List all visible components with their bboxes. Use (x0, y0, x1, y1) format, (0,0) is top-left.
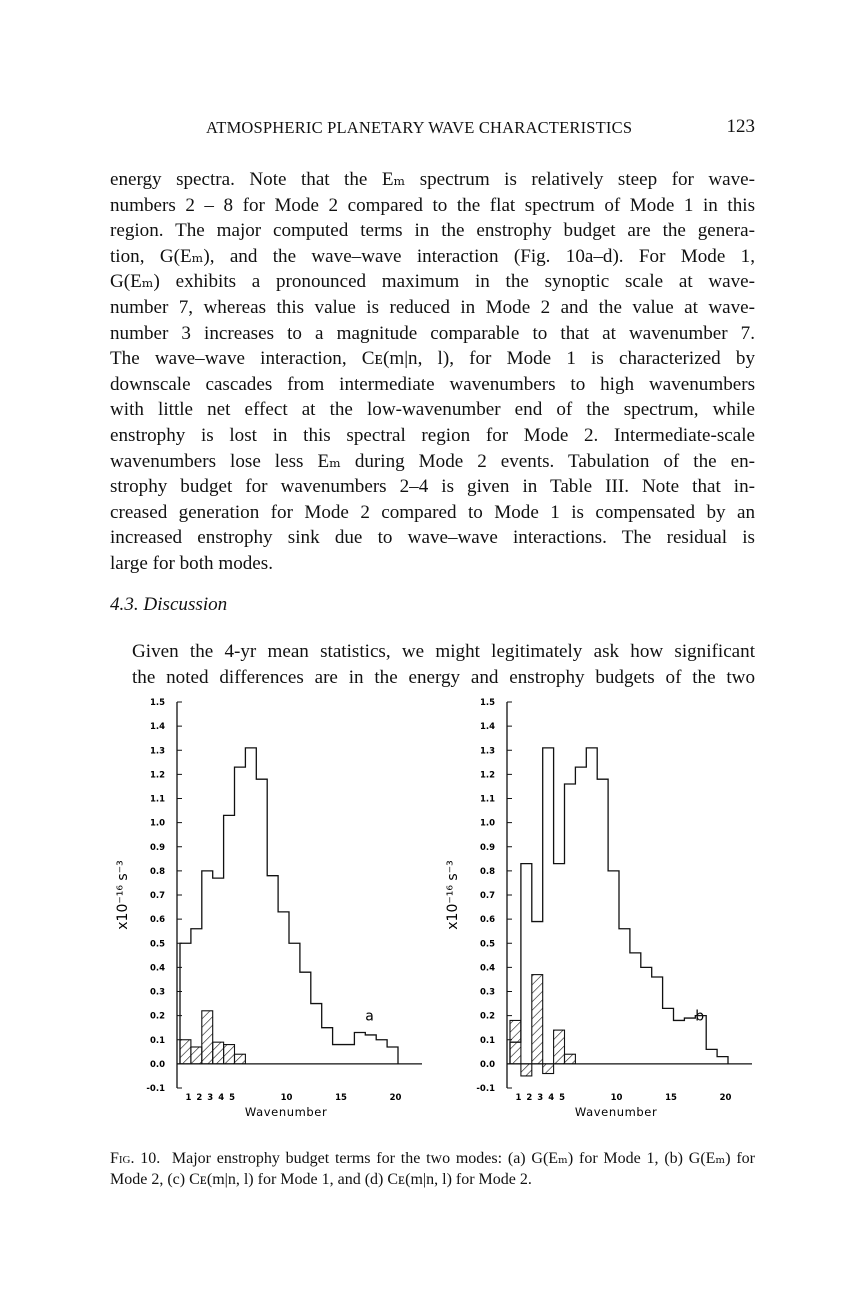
step-bar (608, 871, 619, 1064)
y-axis-label: x10⁻¹⁶ s⁻³ (115, 860, 131, 930)
x-tick-label: 15 (335, 1093, 347, 1103)
paragraph1-line: number 3 increases to a magnitude comparable to that at wavenumber 7. (110, 322, 755, 344)
x-tick-label: 1 (515, 1093, 522, 1103)
y-tick-label: 0.7 (149, 891, 165, 901)
y-tick-label: 0.3 (149, 987, 165, 998)
y-tick-label: 1.5 (479, 698, 495, 708)
y-tick-label: 1.1 (149, 794, 165, 805)
y-tick-label: 0.6 (479, 915, 495, 926)
figure-caption (110, 1148, 755, 1190)
paragraph1-line: numbers 2 – 8 for Mode 2 compared to the flat spectrum of Mode 1 in this (110, 194, 755, 216)
step-bar (365, 1035, 376, 1064)
paragraph2-line: the noted differences are in the energy and enstrophy budgets of the two (132, 666, 755, 688)
hatched-bar (213, 1042, 224, 1064)
paragraph1-line: with little net effect at the low-wavenumber end of the spectrum, while (110, 399, 755, 421)
paragraph1-line: increased enstrophy sink due to wave–wave interactions. The residual is (110, 527, 755, 549)
y-tick-label: 0.5 (149, 939, 165, 950)
chart-panel-b (445, 698, 752, 1119)
step-bar (235, 767, 246, 1064)
x-tick-label: 3 (207, 1093, 214, 1103)
x-tick-label: 10 (610, 1093, 623, 1103)
x-tick-label: 4 (218, 1093, 225, 1103)
step-bar (706, 1049, 717, 1063)
paragraph1-line: tion, G(Eₘ), and the wave–wave interaction (Fig. 10a–d). For Mode 1, (110, 245, 755, 267)
section-heading: 4.3. Discussion (110, 594, 228, 615)
hatched-bar (180, 1040, 191, 1064)
paragraph1-line: number 7, whereas this value is reduced in Mode 2 and the value at wave- (110, 296, 755, 318)
step-bar (213, 878, 224, 1064)
y-tick-label: 1.2 (149, 770, 165, 781)
paragraph1-line: region. The major computed terms in the enstrophy budget are the genera- (110, 220, 755, 242)
step-bar (289, 943, 300, 1064)
step-bar (387, 1047, 398, 1064)
hatched-bar (202, 1011, 213, 1064)
y-tick-label: 0.9 (479, 842, 495, 853)
y-tick-label: 0.2 (479, 1011, 495, 1022)
step-bar (652, 977, 663, 1064)
x-tick-label: 20 (389, 1093, 402, 1103)
step-bar (641, 967, 652, 1064)
running-head (110, 118, 755, 142)
paragraph1-line: energy spectra. Note that the Eₘ spectrum is relatively steep for wave- (110, 169, 755, 190)
step-bar (333, 1045, 344, 1064)
y-tick-label: 1.3 (479, 746, 495, 757)
step-bar (376, 1040, 387, 1064)
x-tick-label: 2 (196, 1093, 203, 1103)
paragraph1-line: downscale cascades from intermediate wavenumbers to high wavenumbers (110, 373, 755, 395)
step-bar (543, 748, 554, 1064)
y-tick-label: 1.4 (149, 722, 165, 733)
step-bar (267, 876, 278, 1064)
page-number: 123 (726, 116, 755, 137)
step-bar (322, 1028, 333, 1064)
y-tick-label: -0.1 (146, 1084, 165, 1094)
hatched-bar (224, 1045, 235, 1064)
paragraph1-line: enstrophy is lost in this spectral region for Mode 2. Intermediate-scale (110, 424, 755, 446)
paragraph2-line: Given the 4-yr mean statistics, we might legitimately ask how significant (132, 641, 755, 662)
step-bar (575, 767, 586, 1064)
panel-label: b (695, 1008, 705, 1025)
step-bar (278, 912, 289, 1064)
y-tick-label: 1.0 (149, 818, 165, 829)
y-tick-label: 0.6 (149, 915, 165, 926)
y-tick-label: 0.4 (479, 963, 495, 974)
step-bar (344, 1045, 355, 1064)
paragraph1-line: creased generation for Mode 2 compared to Mode 1 is compensated by an (110, 501, 755, 523)
step-bar (224, 815, 235, 1063)
caption-label: Fig. 10. (110, 1150, 161, 1167)
y-tick-label: 0.1 (479, 1035, 495, 1046)
step-bar (521, 864, 532, 1064)
paragraph1-line: strophy budget for wavenumbers 2–4 is given in Table III. Note that in- (110, 476, 755, 498)
paragraph1-line: The wave–wave interaction, Cᴇ(m|n, l), for Mode 1 is characterized by (110, 348, 755, 370)
panel-label: a (365, 1008, 374, 1025)
step-bar (311, 1004, 322, 1064)
step-bar (256, 779, 267, 1064)
step-bar (717, 1057, 728, 1064)
x-tick-label: 4 (548, 1093, 555, 1103)
y-tick-label: 0.8 (149, 866, 165, 877)
y-tick-label: 0.0 (149, 1059, 165, 1070)
step-bar (565, 784, 576, 1064)
paragraph-1 (110, 167, 755, 577)
running-title: ATMOSPHERIC PLANETARY WAVE CHARACTERISTICS (206, 118, 633, 137)
hatched-bar (565, 1054, 576, 1064)
x-tick-label: 20 (719, 1093, 732, 1103)
x-axis-label: Wavenumber (244, 1105, 328, 1119)
y-tick-label: 0.8 (479, 866, 495, 877)
y-tick-label: 1.2 (479, 770, 495, 781)
x-tick-label: 2 (526, 1093, 533, 1103)
step-bar (245, 748, 256, 1064)
hatched-bar (235, 1054, 246, 1064)
x-axis-label: Wavenumber (574, 1105, 658, 1119)
step-bar (300, 972, 311, 1064)
y-tick-label: 0.2 (149, 1011, 165, 1022)
y-tick-label: 1.3 (149, 746, 165, 757)
step-bar (191, 929, 202, 1064)
figure-10 (100, 670, 780, 1170)
step-bar (663, 1008, 674, 1063)
y-tick-label: 1.4 (479, 722, 495, 733)
chart-panel-a (115, 698, 422, 1119)
hatched-bar (543, 1064, 554, 1074)
y-tick-label: -0.1 (476, 1084, 495, 1094)
caption-text: Major enstrophy budget terms for the two modes: (a) G(Eₘ) for Mode 1, (b) G(Eₘ) for Mode 2, (c) Cᴇ(m|n, l) for Mode 1, and (d) Cᴇ(m|n, l) for Mode 2. (110, 1150, 755, 1188)
step-bar (619, 929, 630, 1064)
step-bar (630, 953, 641, 1064)
hatched-bar (191, 1047, 202, 1064)
step-bar (586, 748, 597, 1064)
y-tick-label: 1.5 (149, 698, 165, 708)
y-tick-label: 0.4 (149, 963, 165, 974)
step-bar (597, 779, 608, 1064)
paragraph1-line: G(Eₘ) exhibits a pronounced maximum in the synoptic scale at wave- (110, 271, 755, 293)
figure-10-svg (100, 670, 780, 1140)
y-axis-label: x10⁻¹⁶ s⁻³ (445, 860, 461, 930)
y-tick-label: 0.7 (479, 891, 495, 901)
step-bar (674, 1020, 685, 1063)
x-tick-label: 10 (280, 1093, 293, 1103)
x-tick-label: 15 (665, 1093, 677, 1103)
x-tick-label: 5 (229, 1093, 236, 1103)
y-tick-label: 0.0 (479, 1059, 495, 1070)
step-bar (354, 1033, 365, 1064)
paragraph1-line: wavenumbers lose less Eₘ during Mode 2 events. Tabulation of the en- (110, 450, 755, 472)
y-tick-label: 0.9 (149, 842, 165, 853)
paragraph1-line: large for both modes. (110, 552, 273, 574)
y-tick-label: 0.5 (479, 939, 495, 950)
hatched-bar (521, 1064, 532, 1076)
x-tick-label: 5 (559, 1093, 566, 1103)
hatched-bar (554, 1030, 565, 1064)
y-tick-label: 1.1 (479, 794, 495, 805)
x-tick-label: 1 (185, 1093, 192, 1103)
y-tick-label: 1.0 (479, 818, 495, 829)
hatched-bar (532, 975, 543, 1064)
y-tick-label: 0.3 (479, 987, 495, 998)
step-bar (684, 1018, 695, 1064)
x-tick-label: 3 (537, 1093, 544, 1103)
y-tick-label: 0.1 (149, 1035, 165, 1046)
